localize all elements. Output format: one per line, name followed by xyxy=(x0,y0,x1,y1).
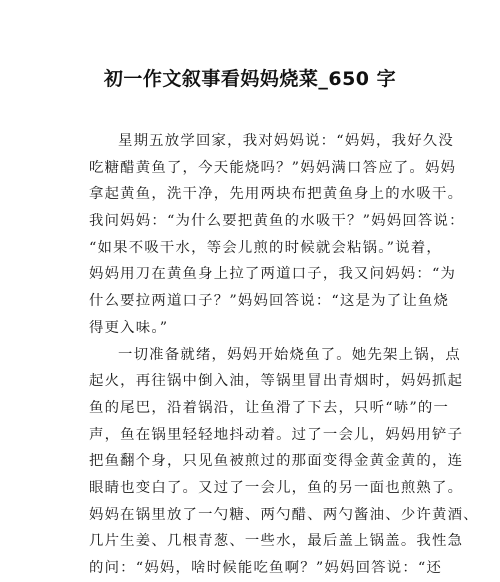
text-line: 一切准备就绪，妈妈开始烧鱼了。她先架上锅，点 xyxy=(118,346,461,363)
text-line: 星期五放学回家，我对妈妈说：“妈妈，我好久没 xyxy=(118,133,454,149)
text-line: 的问：“妈妈，啥时候能吃鱼啊？”妈妈回答说：“还 xyxy=(89,560,443,576)
text-line: 我问妈妈：“为什么要把黄鱼的水吸干？”妈妈回答说： xyxy=(89,213,465,230)
text-line: 得更入味。” xyxy=(89,319,169,336)
text-line: 什么要拉两道口子？”妈妈回答说：“这是为了让鱼烧 xyxy=(89,293,450,310)
text-line: 几片生姜、几根青葱、一些水，最后盖上锅盖。我性急 xyxy=(89,533,464,550)
document-title: 初一作文叙事看妈妈烧菜_650 字 xyxy=(103,68,397,90)
text-line: 吃糖醋黄鱼了，今天能烧吗？”妈妈满口答应了。妈妈 xyxy=(89,159,457,176)
text-line: 妈妈用刀在黄鱼身上拉了两道口子，我又问妈妈：“为 xyxy=(89,266,457,283)
text-line: 拿起黄鱼，洗干净，先用两块布把黄鱼身上的水吸干。 xyxy=(89,186,464,203)
text-line: 声，鱼在锅里轻轻地抖动着。过了一会儿，妈妈用铲子 xyxy=(89,426,464,443)
document-body xyxy=(89,128,479,582)
text-line: “如果不吸干水，等会儿煎的时候就会粘锅。”说着， xyxy=(89,239,442,256)
text-line: 眼睛也变白了。又过了一会儿，鱼的另一面也煎熟了。 xyxy=(89,479,464,496)
text-line: 鱼的尾巴，沿着锅沿，让鱼滑了下去，只听“哧”的一 xyxy=(89,399,450,416)
text-line: 妈妈在锅里放了一勺糖、两勺醋、两勺酱油、少许黄酒、 xyxy=(89,506,479,523)
text-line: 把鱼翻个身，只见鱼被煎过的那面变得金黄金黄的，连 xyxy=(89,453,464,470)
text-line: 起火，再往锅中倒入油，等锅里冒出青烟时，妈妈抓起 xyxy=(89,373,464,390)
